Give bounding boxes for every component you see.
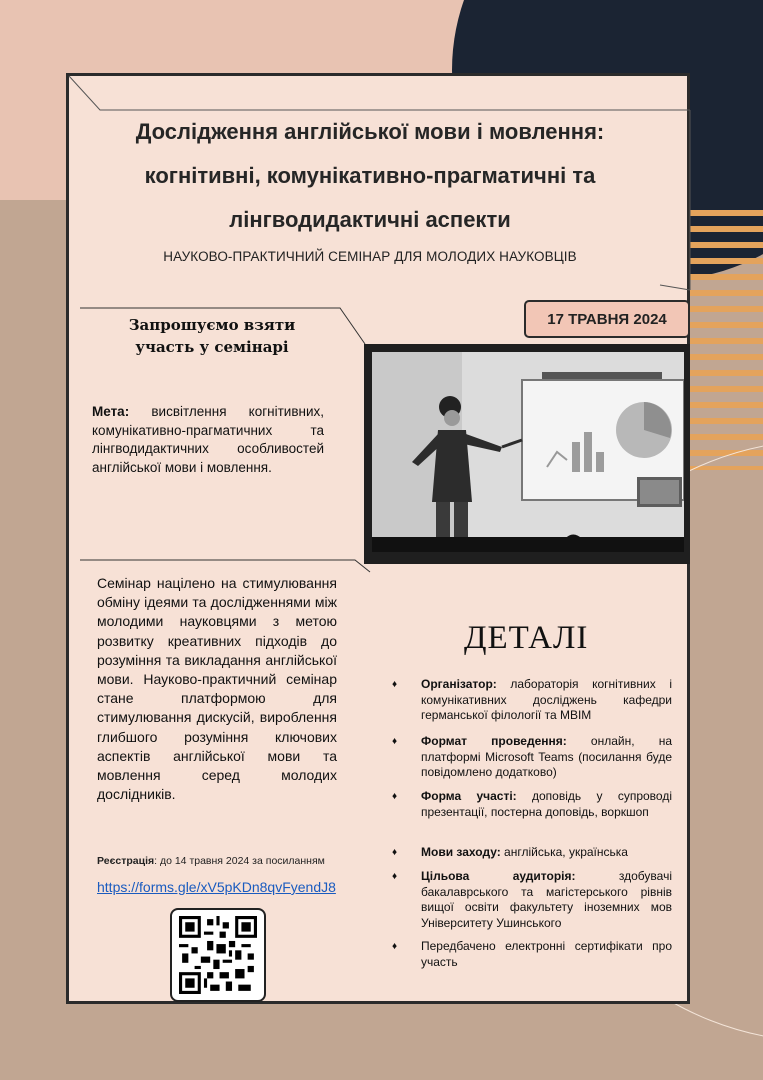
qr-code-image <box>178 916 258 994</box>
detail-item <box>392 734 672 781</box>
bullet-icon: ♦ <box>392 791 398 802</box>
invite-heading <box>92 314 332 358</box>
title-line: Дослідження англійської мови і мовлення: <box>135 119 605 144</box>
invite-line: участь у семінарі <box>135 338 289 356</box>
subtitle: НАУКОВО-ПРАКТИЧНИЙ СЕМІНАР ДЛЯ МОЛОДИХ НАУКОВЦІВ <box>163 249 577 264</box>
goal-label: Мета: <box>92 404 130 419</box>
title-line: лінгводидактичні аспекти <box>229 207 511 232</box>
detail-label: Форма участі: <box>421 789 517 803</box>
detail-label: Формат проведення: <box>421 734 567 748</box>
registration-link[interactable]: https://forms.gle/xV5pKDn8qvFyendJ8 <box>97 879 336 895</box>
invite-line: Запрошуємо взяти <box>128 316 296 334</box>
detail-label: Мови заходу: <box>421 845 501 859</box>
detail-label: Організатор: <box>421 677 497 691</box>
seminar-description: Семінар націлено на стимулювання обміну ідеями та дослідженнями між молодими науковцями з метою розвитку креативних підходів до розуміння та викладання англійської мови. Науково-практичний семінар стане платформою для стимулювання дискусій, вироблення глибшого розуміння ключових аспектів англійської мови та мовлення серед молодих дослідників. <box>97 575 337 803</box>
detail-text: англійська, українська <box>500 845 628 859</box>
detail-item <box>392 845 672 861</box>
registration-label: Реєстрація <box>97 855 155 867</box>
title-line: когнітивні, комунікативно-прагматичні та <box>144 163 596 188</box>
page-title <box>90 110 650 242</box>
detail-label: Цільова аудиторія: <box>421 869 576 883</box>
registration-note <box>97 855 325 867</box>
bullet-icon: ♦ <box>392 847 398 858</box>
bullet-icon: ♦ <box>392 871 398 882</box>
qr-code[interactable] <box>170 908 266 1002</box>
bullet-icon: ♦ <box>392 941 398 952</box>
presenter-illustration <box>372 352 684 552</box>
detail-item <box>392 869 672 931</box>
goal-paragraph <box>92 403 324 477</box>
detail-item <box>392 677 672 724</box>
detail-item <box>392 939 672 970</box>
detail-text: онлайн, на платформі Microsoft Teams (посилання буде повідомлено додатково) <box>421 734 673 779</box>
presenter-drawing <box>372 352 684 552</box>
details-heading: ДЕТАЛІ <box>464 620 589 656</box>
date-badge: 17 ТРАВНЯ 2024 <box>524 300 690 338</box>
detail-text: лабораторія когнітивних і комунікативних досліджень кафедри германської філології та МВІМ <box>421 677 672 722</box>
detail-text: доповідь у супроводі презентації, постерна доповідь, воркшоп <box>421 789 672 819</box>
bullet-icon: ♦ <box>392 679 398 690</box>
detail-item <box>392 789 672 820</box>
detail-text: здобувачі бакалаврського та магістерського рівнів вищої освіти факультету іноземних мов Університету Ушинського <box>421 869 672 930</box>
registration-text: : до 14 травня 2024 за посиланням <box>154 855 325 867</box>
bullet-icon: ♦ <box>392 736 398 747</box>
goal-text: висвітлення когнітивних, комунікативно-прагматичних та лінгводидактичних особливостей англійської мови і мовлення. <box>92 404 324 475</box>
detail-text: Передбачено електронні сертифікати про участь <box>421 939 672 969</box>
